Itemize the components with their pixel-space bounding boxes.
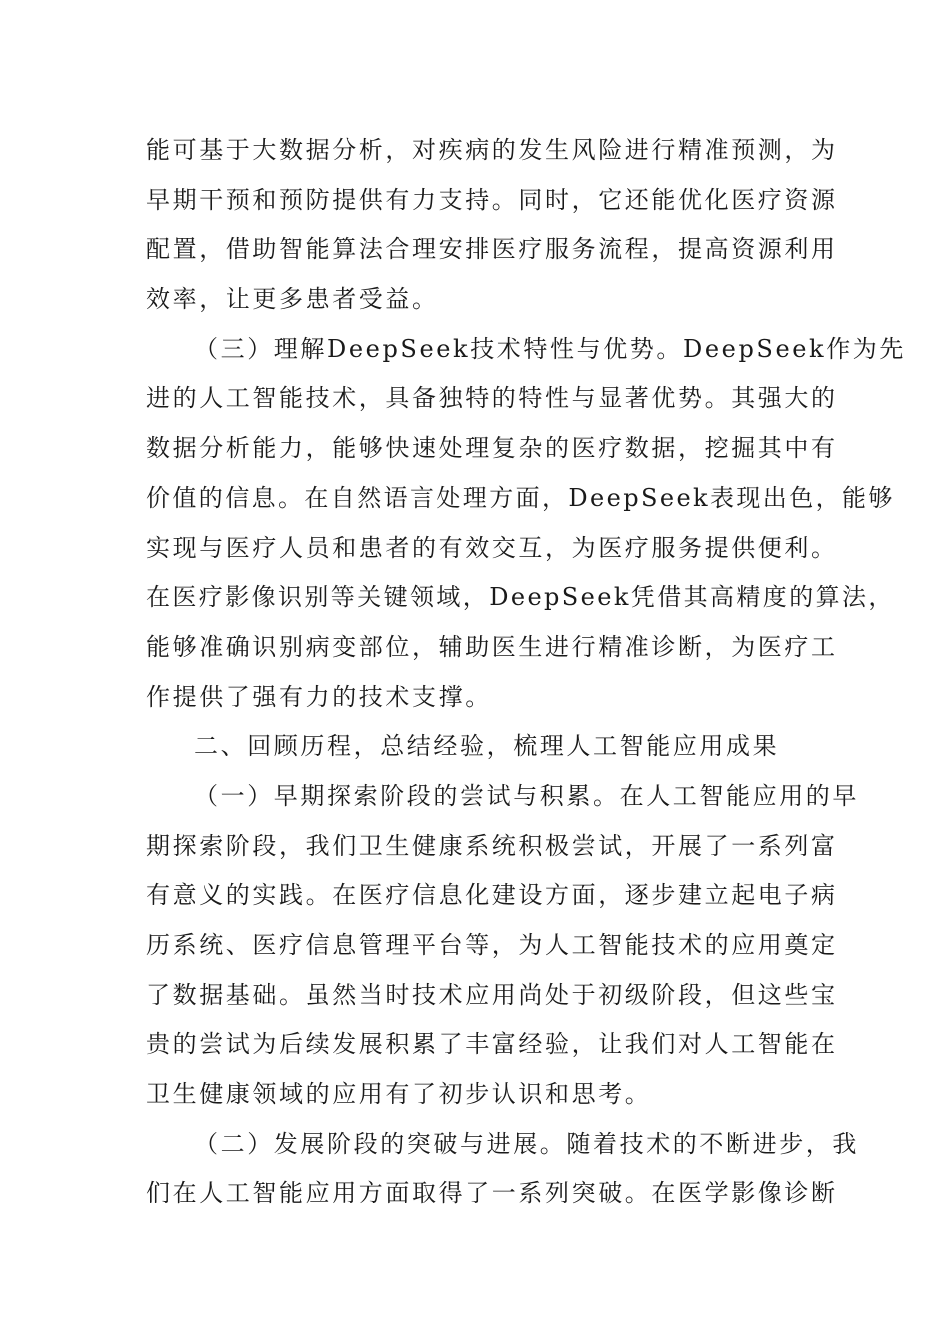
text-line: 们在人工智能应用方面取得了一系列突破。在医学影像诊断 <box>146 1179 838 1208</box>
text-line: 卫生健康领域的应用有了初步认识和思考。 <box>146 1080 652 1109</box>
text-line: 效率，让更多患者受益。 <box>146 285 439 314</box>
text-line: 实现与医疗人员和患者的有效交互，为医疗服务提供便利。 <box>146 533 838 562</box>
body-text <box>146 126 907 1219</box>
text-line: 有意义的实践。在医疗信息化建设方面，逐步建立起电子病 <box>146 881 838 910</box>
text-line: 配置，借助智能算法合理安排医疗服务流程，提高资源利用 <box>146 235 838 264</box>
text-line: 期探索阶段，我们卫生健康系统积极尝试，开展了一系列富 <box>146 831 838 860</box>
text-line: 进的人工智能技术，具备独特的特性与显著优势。其强大的 <box>146 384 838 413</box>
text-line: 历系统、医疗信息管理平台等，为人工智能技术的应用奠定 <box>146 931 838 959</box>
text-line: 能够准确识别病变部位，辅助医生进行精准诊断，为医疗工 <box>146 632 838 661</box>
text-line: 在医疗影像识别等关键领域，DeepSeek凭借其高精度的算法， <box>146 583 895 612</box>
section-heading: 二、回顾历程，总结经验，梳理人工智能应用成果 <box>194 732 780 761</box>
text-line: 早期干预和预防提供有力支持。同时，它还能优化医疗资源 <box>146 185 838 214</box>
text-line: 数据分析能力，能够快速处理复杂的医疗数据，挖掘其中有 <box>146 434 838 463</box>
text-line: （一）早期探索阶段的尝试与积累。在人工智能应用的早 <box>194 781 859 810</box>
text-line: （三）理解DeepSeek技术特性与优势。DeepSeek作为先 <box>194 334 907 363</box>
text-line: 能可基于大数据分析，对疾病的发生风险进行精准预测，为 <box>146 136 838 164</box>
text-line: 了数据基础。虽然当时技术应用尚处于初级阶段，但这些宝 <box>146 980 838 1009</box>
text-line: 作提供了强有力的技术支撑。 <box>146 682 492 711</box>
text-line: 贵的尝试为后续发展积累了丰富经验，让我们对人工智能在 <box>146 1030 838 1059</box>
text-line: （二）发展阶段的突破与进展。随着技术的不断进步，我 <box>194 1129 859 1158</box>
text-line: 价值的信息。在自然语言处理方面，DeepSeek表现出色，能够 <box>146 483 895 512</box>
